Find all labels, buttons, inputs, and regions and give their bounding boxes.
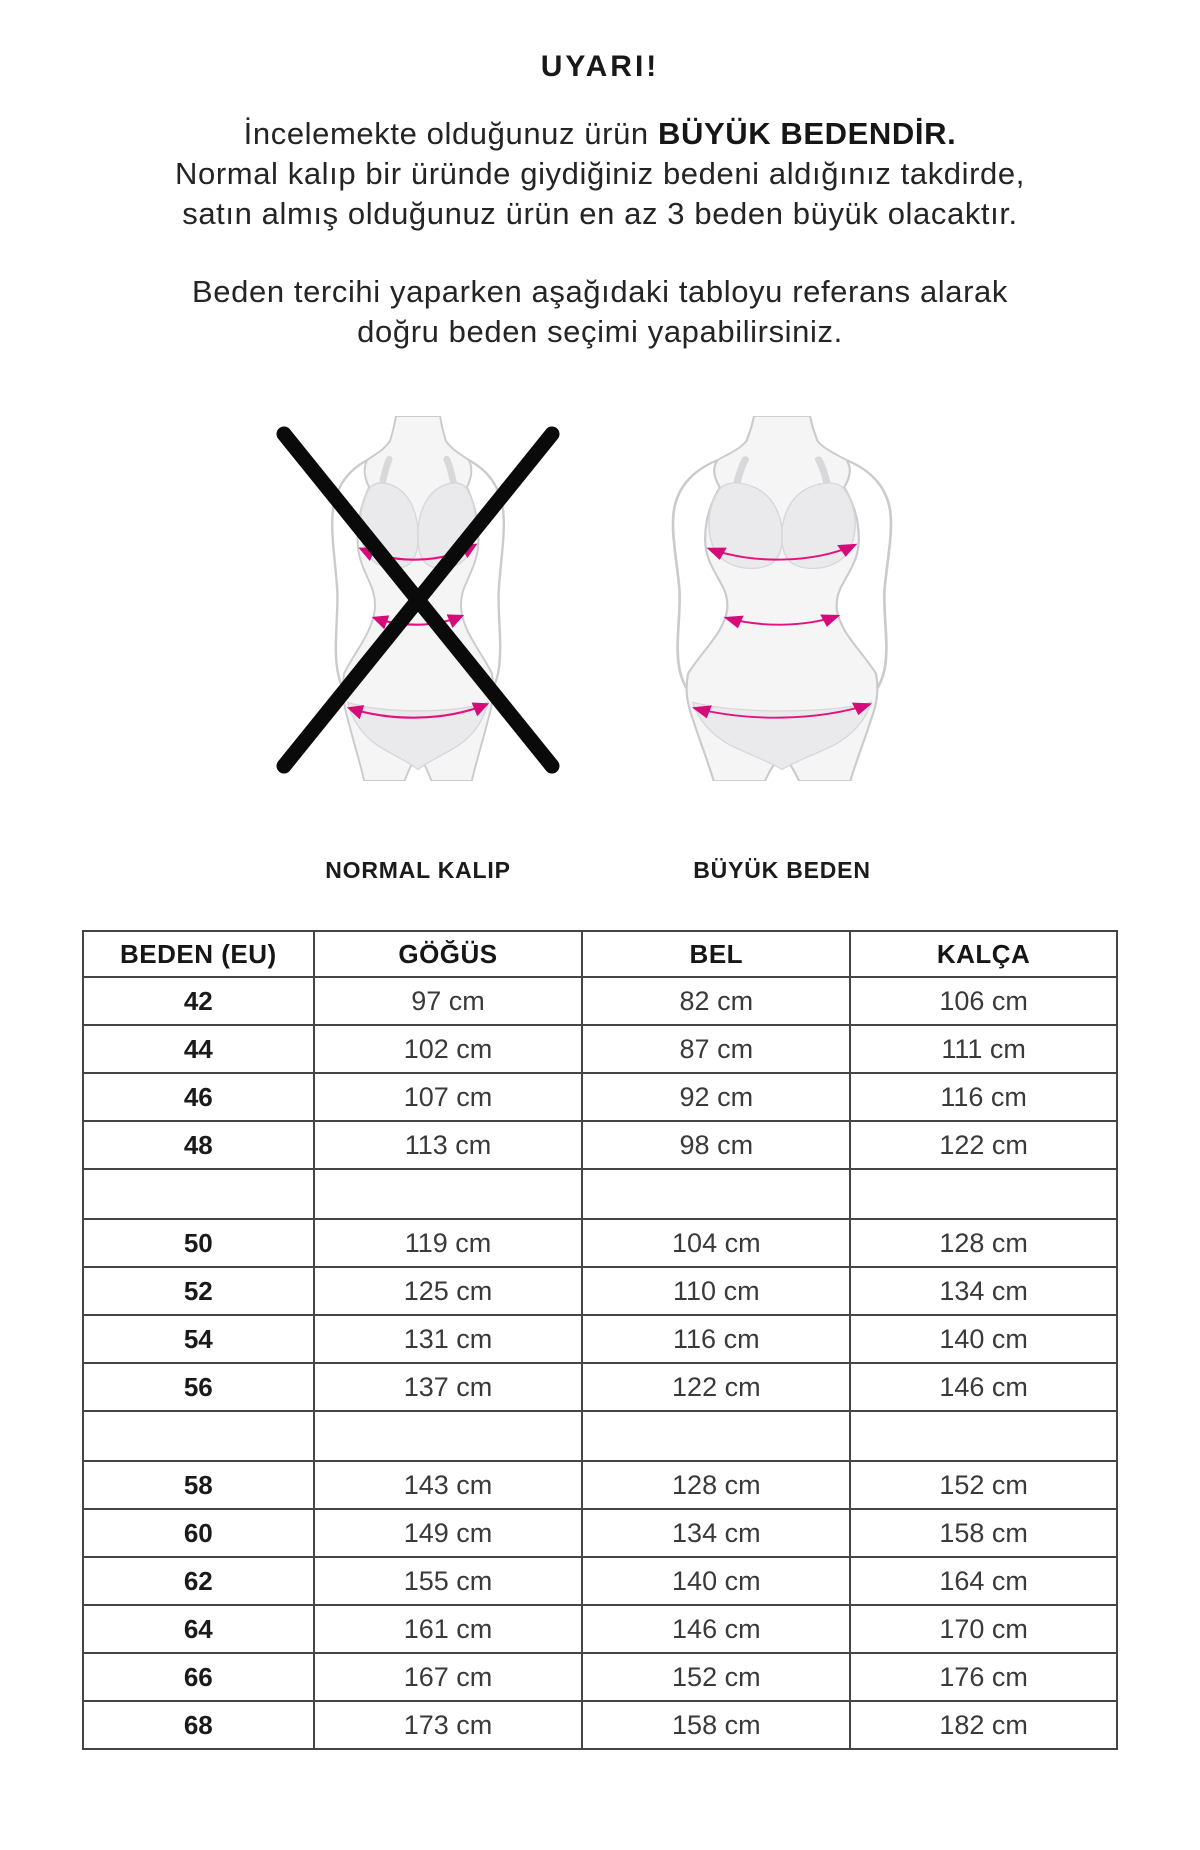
plus-size-body-icon — [632, 416, 932, 781]
cell-bust: 119 cm — [314, 1219, 583, 1267]
cell-waist: 104 cm — [582, 1219, 850, 1267]
cell-size: 60 — [83, 1509, 314, 1557]
size-row — [83, 1073, 1117, 1121]
cell-bust: 137 cm — [314, 1363, 583, 1411]
size-table-body — [83, 977, 1117, 1749]
spacer-cell — [850, 1169, 1117, 1219]
cell-waist: 122 cm — [582, 1363, 850, 1411]
cell-waist: 152 cm — [582, 1653, 850, 1701]
warning-line-1-normal: İncelemekte olduğunuz ürün — [243, 116, 658, 151]
instruction-line-2: doğru beden seçimi yapabilirsiniz. — [357, 314, 843, 349]
cell-size: 54 — [83, 1315, 314, 1363]
plus-size-figure — [632, 416, 932, 781]
cell-bust: 155 cm — [314, 1557, 583, 1605]
cell-hip: 106 cm — [850, 977, 1117, 1025]
cell-hip: 128 cm — [850, 1219, 1117, 1267]
warning-line-2: Normal kalıp bir üründe giydiğiniz bedeni aldığınız takdirde, — [175, 156, 1025, 191]
cell-bust: 149 cm — [314, 1509, 583, 1557]
cell-waist: 98 cm — [582, 1121, 850, 1169]
spacer-cell — [83, 1169, 314, 1219]
cell-waist: 146 cm — [582, 1605, 850, 1653]
size-row — [83, 1701, 1117, 1749]
size-row — [83, 1121, 1117, 1169]
cell-hip: 111 cm — [850, 1025, 1117, 1073]
cell-waist: 82 cm — [582, 977, 850, 1025]
cell-bust: 113 cm — [314, 1121, 583, 1169]
cell-size: 62 — [83, 1557, 314, 1605]
spacer-cell — [83, 1411, 314, 1461]
cell-waist: 128 cm — [582, 1461, 850, 1509]
table-header-row — [83, 931, 1117, 977]
cell-size: 42 — [83, 977, 314, 1025]
cell-size: 44 — [83, 1025, 314, 1073]
cell-hip: 122 cm — [850, 1121, 1117, 1169]
cell-bust: 143 cm — [314, 1461, 583, 1509]
size-row — [83, 1219, 1117, 1267]
cell-waist: 140 cm — [582, 1557, 850, 1605]
spacer-cell — [314, 1169, 583, 1219]
cell-waist: 92 cm — [582, 1073, 850, 1121]
cell-hip: 164 cm — [850, 1557, 1117, 1605]
warning-line-1 — [0, 114, 1200, 154]
cell-size: 64 — [83, 1605, 314, 1653]
cell-waist: 116 cm — [582, 1315, 850, 1363]
cell-hip: 134 cm — [850, 1267, 1117, 1315]
spacer-cell — [582, 1169, 850, 1219]
size-row — [83, 1267, 1117, 1315]
size-row — [83, 1363, 1117, 1411]
cell-hip: 140 cm — [850, 1315, 1117, 1363]
cell-size: 56 — [83, 1363, 314, 1411]
cell-hip: 158 cm — [850, 1509, 1117, 1557]
cell-waist: 87 cm — [582, 1025, 850, 1073]
size-row — [83, 1653, 1117, 1701]
cell-hip: 176 cm — [850, 1653, 1117, 1701]
cell-size: 50 — [83, 1219, 314, 1267]
cell-bust: 131 cm — [314, 1315, 583, 1363]
page-root — [0, 50, 1200, 1850]
size-table — [82, 930, 1118, 1750]
cell-size: 48 — [83, 1121, 314, 1169]
cell-hip: 170 cm — [850, 1605, 1117, 1653]
size-row — [83, 1025, 1117, 1073]
header-size-eu: BEDEN (EU) — [83, 931, 314, 977]
cell-bust: 167 cm — [314, 1653, 583, 1701]
cell-waist: 158 cm — [582, 1701, 850, 1749]
cell-size: 46 — [83, 1073, 314, 1121]
plus-size-label: BÜYÜK BEDEN — [693, 857, 871, 883]
size-row — [83, 1461, 1117, 1509]
normal-fit-label: NORMAL KALIP — [325, 857, 511, 883]
warning-paragraph — [0, 114, 1200, 234]
cell-hip: 146 cm — [850, 1363, 1117, 1411]
cell-size: 52 — [83, 1267, 314, 1315]
size-row — [83, 1605, 1117, 1653]
normal-fit-figure — [268, 416, 568, 781]
cell-bust: 102 cm — [314, 1025, 583, 1073]
spacer-row — [83, 1169, 1117, 1219]
cell-hip: 116 cm — [850, 1073, 1117, 1121]
size-row — [83, 1509, 1117, 1557]
cell-hip: 152 cm — [850, 1461, 1117, 1509]
cell-bust: 173 cm — [314, 1701, 583, 1749]
spacer-row — [83, 1411, 1117, 1461]
spacer-cell — [850, 1411, 1117, 1461]
cell-bust: 125 cm — [314, 1267, 583, 1315]
cross-out-icon — [268, 416, 568, 781]
cell-size: 68 — [83, 1701, 314, 1749]
header-bust: GÖĞÜS — [314, 931, 583, 977]
cell-bust: 161 cm — [314, 1605, 583, 1653]
warning-line-3: satın almış olduğunuz ürün en az 3 beden büyük olacaktır. — [182, 196, 1018, 231]
size-row — [83, 1315, 1117, 1363]
cell-bust: 97 cm — [314, 977, 583, 1025]
cell-hip: 182 cm — [850, 1701, 1117, 1749]
warning-line-1-bold: BÜYÜK BEDENDİR. — [657, 116, 957, 151]
header-waist: BEL — [582, 931, 850, 977]
cell-waist: 134 cm — [582, 1509, 850, 1557]
figure-comparison — [0, 416, 1200, 781]
cell-waist: 110 cm — [582, 1267, 850, 1315]
figure-labels — [0, 857, 1200, 884]
instruction-paragraph — [0, 272, 1200, 352]
cell-bust: 107 cm — [314, 1073, 583, 1121]
instruction-line-1: Beden tercihi yaparken aşağıdaki tabloyu referans alarak — [192, 274, 1008, 309]
cell-size: 58 — [83, 1461, 314, 1509]
size-row — [83, 977, 1117, 1025]
cell-size: 66 — [83, 1653, 314, 1701]
page-title: UYARI! — [540, 50, 660, 83]
spacer-cell — [582, 1411, 850, 1461]
spacer-cell — [314, 1411, 583, 1461]
size-row — [83, 1557, 1117, 1605]
header-hip: KALÇA — [850, 931, 1117, 977]
